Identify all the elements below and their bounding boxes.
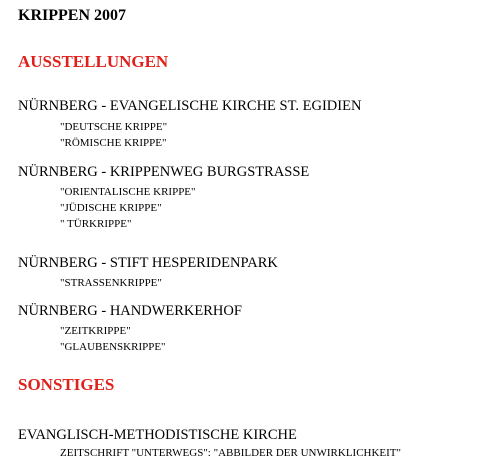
exhibit-juedische-krippe: "JÜDISCHE KRIPPE" [60,202,162,214]
venue-methodistische-kirche: EVANGLISCH-METHODISTISCHE KIRCHE [18,427,297,443]
exhibit-zeitkrippe: "ZEITKRIPPE" [60,325,131,337]
page-title: KRIPPEN 2007 [18,7,126,24]
publication-unterwegs: ZEITSCHRIFT "UNTERWEGS": "ABBILDER DER UNWIRKLICHKEIT" [60,447,402,459]
venue-krippenweg-burgstrasse: NÜRNBERG - KRIPPENWEG BURGSTRASSE [18,164,310,180]
venue-stift-hesperidenpark: NÜRNBERG - STIFT HESPERIDENPARK [18,255,278,271]
exhibit-tuerkrippe: " TÜRKRIPPE" [60,218,132,230]
exhibit-strassenkrippe: "STRASSENKRIPPE" [60,277,162,289]
exhibit-roemische-krippe: "RÖMISCHE KRIPPE" [60,137,167,149]
exhibit-glaubenskrippe: "GLAUBENSKRIPPE" [60,341,166,353]
exhibit-deutsche-krippe: "DEUTSCHE KRIPPE" [60,121,168,133]
exhibit-orientalische-krippe: "ORIENTALISCHE KRIPPE" [60,186,196,198]
section-heading-sonstiges: SONSTIGES [18,375,115,394]
venue-st-egidien: NÜRNBERG - EVANGELISCHE KIRCHE ST. EGIDIEN [18,98,362,114]
section-heading-ausstellungen: AUSSTELLUNGEN [18,52,169,71]
venue-handwerkerhof: NÜRNBERG - HANDWERKERHOF [18,303,242,319]
